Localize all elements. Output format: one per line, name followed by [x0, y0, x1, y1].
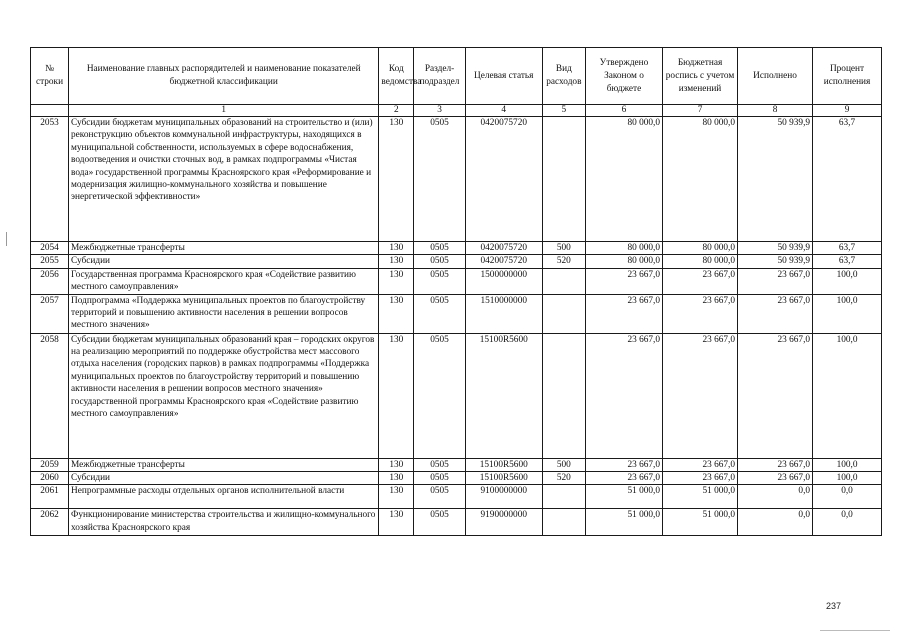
row-expense-type: 500	[542, 242, 585, 255]
row-approved: 23 667,0	[585, 294, 662, 333]
row-name: Межбюджетные трансферты	[69, 242, 379, 255]
row-section: 0505	[414, 242, 465, 255]
column-number-empty	[31, 105, 69, 117]
budget-table	[30, 47, 882, 536]
column-number: 1	[69, 105, 379, 117]
row-approved: 80 000,0	[585, 117, 662, 242]
row-percent: 100,0	[813, 333, 882, 458]
row-number: 2062	[31, 509, 69, 536]
row-approved: 80 000,0	[585, 255, 662, 268]
header-schedule: Бюджетная роспись с учетом изменений	[663, 48, 738, 105]
row-percent: 63,7	[813, 117, 882, 242]
row-number: 2056	[31, 268, 69, 294]
column-number: 6	[585, 105, 662, 117]
row-expense-type	[542, 509, 585, 536]
header-target-article: Целевая статья	[465, 48, 542, 105]
row-number: 2053	[31, 117, 69, 242]
row-target-article: 1500000000	[465, 268, 542, 294]
column-number: 4	[465, 105, 542, 117]
row-department-code: 130	[379, 255, 414, 268]
row-section: 0505	[414, 268, 465, 294]
table-row	[31, 294, 882, 333]
table-header-row	[31, 48, 882, 105]
row-department-code: 130	[379, 294, 414, 333]
column-number: 5	[542, 105, 585, 117]
row-name: Межбюджетные трансферты	[69, 458, 379, 471]
table-row	[31, 242, 882, 255]
row-number: 2054	[31, 242, 69, 255]
row-executed: 23 667,0	[738, 268, 813, 294]
row-schedule: 51 000,0	[663, 509, 738, 536]
header-department-code: Код ведомства	[379, 48, 414, 105]
table-row	[31, 255, 882, 268]
row-percent: 0,0	[813, 485, 882, 509]
row-department-code: 130	[379, 472, 414, 485]
row-department-code: 130	[379, 458, 414, 471]
row-section: 0505	[414, 472, 465, 485]
row-target-article: 9100000000	[465, 485, 542, 509]
row-section: 0505	[414, 485, 465, 509]
row-name: Функционирование министерства строительства и жилищно-коммунального хозяйства Красноярского края	[69, 509, 379, 536]
row-executed: 50 939,9	[738, 242, 813, 255]
row-department-code: 130	[379, 485, 414, 509]
row-section: 0505	[414, 255, 465, 268]
table-row	[31, 509, 882, 536]
table-row	[31, 268, 882, 294]
row-department-code: 130	[379, 509, 414, 536]
table-row	[31, 472, 882, 485]
row-expense-type: 520	[542, 255, 585, 268]
row-executed: 23 667,0	[738, 294, 813, 333]
row-section: 0505	[414, 333, 465, 458]
row-department-code: 130	[379, 242, 414, 255]
header-approved: Утверждено Законом о бюджете	[585, 48, 662, 105]
table-row	[31, 117, 882, 242]
column-number: 8	[738, 105, 813, 117]
row-approved: 23 667,0	[585, 333, 662, 458]
row-target-article: 9190000000	[465, 509, 542, 536]
row-name: Субсидии	[69, 255, 379, 268]
row-number: 2058	[31, 333, 69, 458]
row-schedule: 80 000,0	[663, 242, 738, 255]
row-name: Субсидии бюджетам муниципальных образований на строительство и (или) реконструкцию объектов коммунальной инфраструктуры, находящихся в муниципальной собственности, используемых в сфере водоснабжения, водоотведения и очистки сточных вод, в рамках подпрограммы «Чистая вода» государственной программы Красноярского края «Реформирование и модернизация жилищно-коммунального хозяйства и повышение энергетической эффективности»	[69, 117, 379, 242]
row-expense-type	[542, 268, 585, 294]
row-approved: 51 000,0	[585, 485, 662, 509]
scan-mark	[6, 232, 7, 246]
row-name: Государственная программа Красноярского края «Содействие развитию местного самоуправления»	[69, 268, 379, 294]
row-schedule: 80 000,0	[663, 255, 738, 268]
row-percent: 100,0	[813, 268, 882, 294]
row-approved: 80 000,0	[585, 242, 662, 255]
row-approved: 23 667,0	[585, 268, 662, 294]
row-schedule: 23 667,0	[663, 294, 738, 333]
row-number: 2060	[31, 472, 69, 485]
row-target-article: 0420075720	[465, 117, 542, 242]
row-percent: 100,0	[813, 458, 882, 471]
row-number: 2055	[31, 255, 69, 268]
row-schedule: 80 000,0	[663, 117, 738, 242]
row-approved: 23 667,0	[585, 458, 662, 471]
row-executed: 50 939,9	[738, 117, 813, 242]
row-department-code: 130	[379, 117, 414, 242]
row-section: 0505	[414, 294, 465, 333]
row-target-article: 0420075720	[465, 255, 542, 268]
header-executed: Исполнено	[738, 48, 813, 105]
row-name: Непрограммные расходы отдельных органов исполнительной власти	[69, 485, 379, 509]
column-number: 7	[663, 105, 738, 117]
row-section: 0505	[414, 117, 465, 242]
row-percent: 100,0	[813, 294, 882, 333]
row-schedule: 23 667,0	[663, 333, 738, 458]
row-expense-type	[542, 294, 585, 333]
row-expense-type: 500	[542, 458, 585, 471]
row-executed: 0,0	[738, 485, 813, 509]
row-schedule: 23 667,0	[663, 268, 738, 294]
row-expense-type	[542, 333, 585, 458]
row-target-article: 15100R5600	[465, 333, 542, 458]
row-expense-type	[542, 117, 585, 242]
row-target-article: 15100R5600	[465, 458, 542, 471]
header-section: Раздел-подраздел	[414, 48, 465, 105]
row-percent: 0,0	[813, 509, 882, 536]
table-row	[31, 485, 882, 509]
row-executed: 50 939,9	[738, 255, 813, 268]
row-executed: 23 667,0	[738, 333, 813, 458]
column-number: 2	[379, 105, 414, 117]
row-target-article: 1510000000	[465, 294, 542, 333]
row-target-article: 15100R5600	[465, 472, 542, 485]
row-schedule: 23 667,0	[663, 472, 738, 485]
table-row	[31, 333, 882, 458]
row-approved: 51 000,0	[585, 509, 662, 536]
page-number: 237	[826, 601, 842, 611]
column-number: 3	[414, 105, 465, 117]
row-percent: 63,7	[813, 255, 882, 268]
column-number-row	[31, 105, 882, 117]
budget-sheet	[30, 47, 882, 536]
row-number: 2061	[31, 485, 69, 509]
row-executed: 23 667,0	[738, 472, 813, 485]
row-approved: 23 667,0	[585, 472, 662, 485]
row-number: 2057	[31, 294, 69, 333]
row-schedule: 51 000,0	[663, 485, 738, 509]
row-executed: 0,0	[738, 509, 813, 536]
row-percent: 63,7	[813, 242, 882, 255]
header-name: Наименование главных распорядителей и наименование показателей бюджетной классификации	[69, 48, 379, 105]
header-row-number: № строки	[31, 48, 69, 105]
header-percent: Процент исполнения	[813, 48, 882, 105]
row-name: Субсидии бюджетам муниципальных образований края – городских округов на реализацию мероприятий по поддержке обустройства мест массового отдыха населения (городских парков) в рамках подпрограммы «Поддержка муниципальных проектов по благоустройству территорий и повышению активности населения в решении вопросов местного значения» государственной программы Красноярского края «Содействие развитию местного самоуправления»	[69, 333, 379, 458]
row-section: 0505	[414, 509, 465, 536]
row-department-code: 130	[379, 333, 414, 458]
row-name: Подпрограмма «Поддержка муниципальных проектов по благоустройству территорий и повышению активности населения в решении вопросов местного значения»	[69, 294, 379, 333]
table-row	[31, 458, 882, 471]
row-number: 2059	[31, 458, 69, 471]
row-expense-type: 520	[542, 472, 585, 485]
scan-mark	[820, 630, 890, 631]
row-expense-type	[542, 485, 585, 509]
column-number: 9	[813, 105, 882, 117]
row-executed: 23 667,0	[738, 458, 813, 471]
table-body	[31, 117, 882, 536]
row-schedule: 23 667,0	[663, 458, 738, 471]
row-department-code: 130	[379, 268, 414, 294]
row-target-article: 0420075720	[465, 242, 542, 255]
row-name: Субсидии	[69, 472, 379, 485]
row-section: 0505	[414, 458, 465, 471]
row-percent: 100,0	[813, 472, 882, 485]
header-expense-type: Вид расходов	[542, 48, 585, 105]
